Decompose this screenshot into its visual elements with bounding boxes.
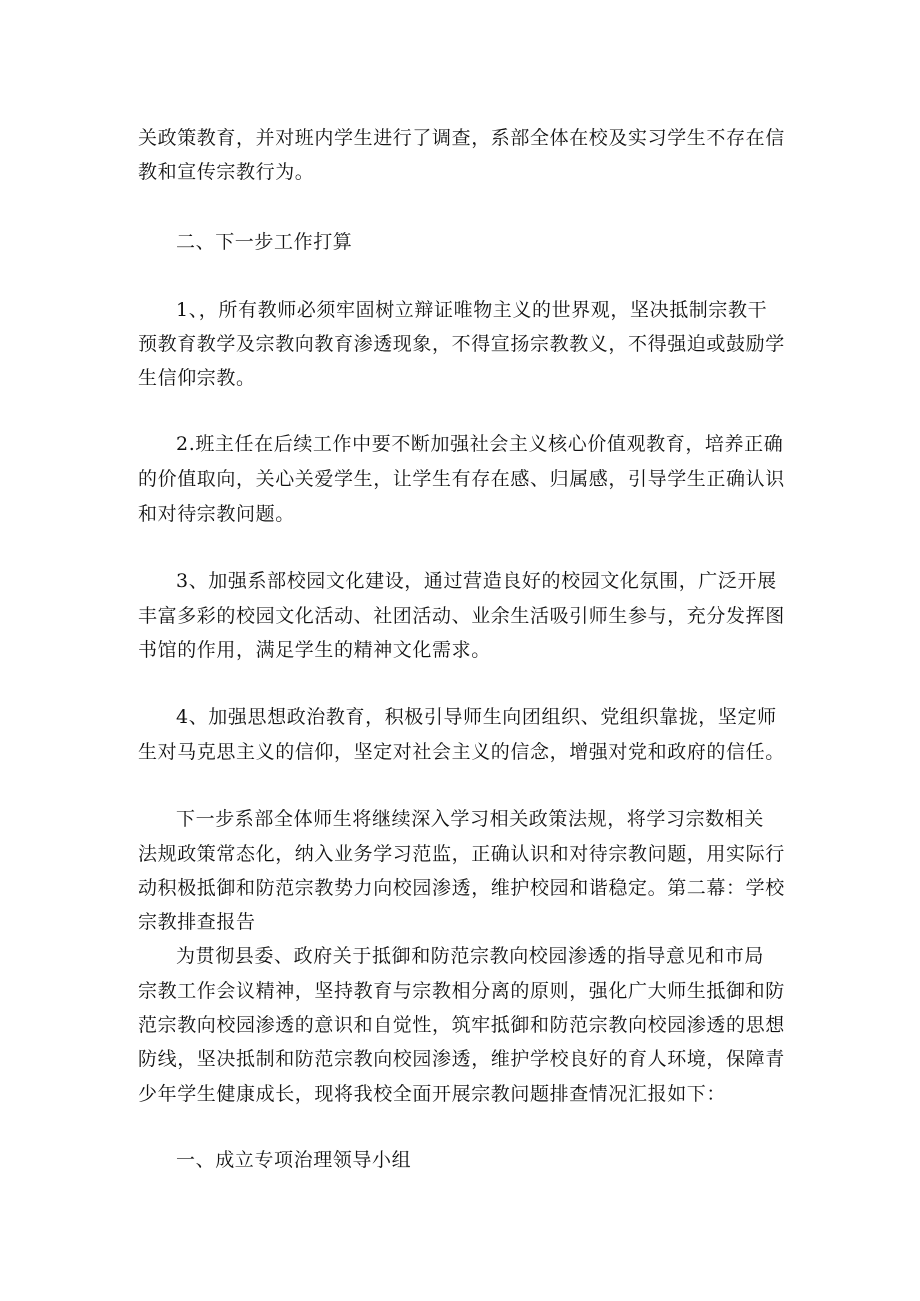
paragraph-line: 丰富多彩的校园文化活动、社团活动、业余生活吸引师生参与，充分发挥图 bbox=[138, 605, 785, 627]
paragraph-line: 2.班主任在后续工作中要不断加强社会主义核心价值观教育，培养正确 bbox=[176, 433, 784, 455]
section-heading: 一、成立专项治理领导小组 bbox=[176, 1149, 412, 1171]
paragraph-line: 下一步系部全体师生将继续深入学习相关政策法规，将学习宗数相关 bbox=[176, 808, 765, 830]
paragraph-line: 法规政策常态化，纳入业务学习范监，正确认识和对待宗教问题，用实际行 bbox=[138, 843, 785, 865]
paragraph-line: 宗教工作会议精神，坚持教育与宗教相分离的原则，强化广大师生抵御和防 bbox=[138, 980, 785, 1002]
paragraph-line: 的价值取向，关心关爱学生，让学生有存在感、归属感，引导学生正确认识 bbox=[138, 468, 785, 490]
paragraph-line: 教和宣传宗教行为。 bbox=[138, 161, 315, 183]
paragraph-line: 生信仰宗教。 bbox=[138, 367, 256, 389]
paragraph-line: 防线，坚决抵制和防范宗教向校园渗透，维护学校良好的育人环境，保障青 bbox=[138, 1048, 785, 1070]
paragraph-line: 1、，所有教师必须牢固树立辩证唯物主义的世界观，坚决抵制宗教干 bbox=[176, 299, 768, 321]
paragraph-line: 3、加强系部校园文化建设，通过营造良好的校园文化氛围，广泛开展 bbox=[176, 570, 777, 592]
paragraph-line: 为贯彻县委、政府关于抵御和防范宗教向校园渗透的指导意见和市局 bbox=[176, 945, 765, 967]
paragraph-line: 书馆的作用，满足学生的精神文化需求。 bbox=[138, 639, 491, 661]
paragraph-line: 和对待宗教问题。 bbox=[138, 503, 295, 525]
paragraph-line: 生对马克思主义的信仰，坚定对社会主义的信念，增强对党和政府的信任。 bbox=[138, 741, 785, 763]
section-heading: 二、下一步工作打算 bbox=[176, 231, 353, 253]
paragraph-line: 动积极抵御和防范宗教势力向校园渗透，维护校园和谐稳定。第二幕：学校 bbox=[138, 877, 785, 899]
paragraph-line: 关政策教育，并对班内学生进行了调查，系部全体在校及实习学生不存在信 bbox=[138, 127, 785, 149]
paragraph-line: 少年学生健康成长，现将我校全面开展宗教问题排查情况汇报如下： bbox=[138, 1083, 727, 1105]
paragraph-line: 4、加强思想政治教育，积极引导师生向团组织、党组织靠拢，坚定师 bbox=[176, 706, 777, 728]
paragraph-line: 宗教排查报告 bbox=[138, 911, 256, 933]
paragraph-line: 范宗教向校园渗透的意识和自觉性，筑牢抵御和防范宗教向校园渗透的思想 bbox=[138, 1014, 785, 1036]
paragraph-line: 预教育教学及宗教向教育渗透现象，不得宣扬宗教教义，不得强迫或鼓励学 bbox=[138, 333, 785, 355]
